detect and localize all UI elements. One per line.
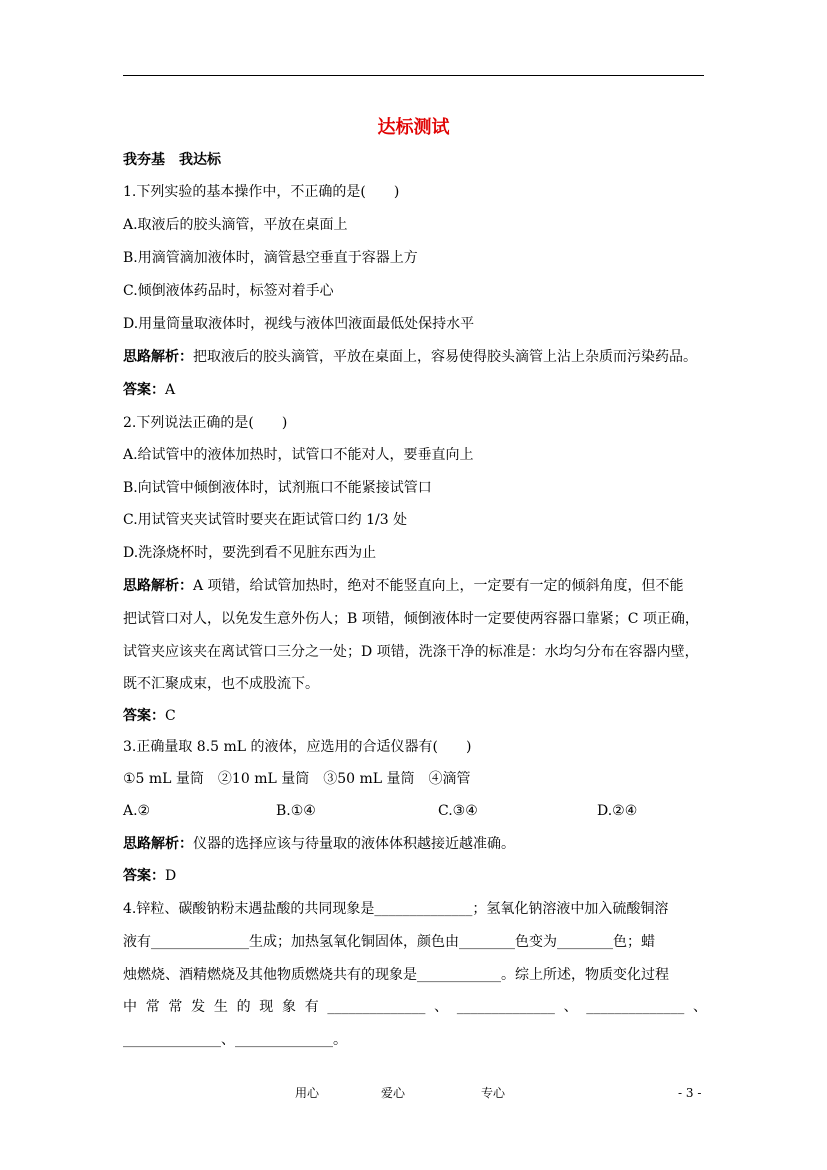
q3-items: ①5 mL 量筒 ②10 mL 量筒 ③50 mL 量筒 ④滴管 xyxy=(123,771,471,787)
q1-analysis-label: 思路解析： xyxy=(123,349,193,365)
q1-option-c: C.倾倒液体药品时，标签对着手心 xyxy=(123,283,334,299)
footer-word-2: 爱心 xyxy=(381,1086,406,1100)
q4-line-2: 液有______________生成；加热氢氧化铜固体，颜色由________色变为________色；蜡 xyxy=(123,934,655,950)
q2-analysis-text-1: A 项错，给试管加热时，绝对不能竖直向上，一定要有一定的倾斜角度，但不能 xyxy=(193,578,684,594)
q1-analysis-text: 把取液后的胶头滴管，平放在桌面上，容易使得胶头滴管上沾上杂质而污染药品。 xyxy=(193,349,697,365)
q2-option-c: C.用试管夹夹试管时要夹在距试管口约 1/3 处 xyxy=(123,512,408,528)
q4-line-4: 中常常发生的现象有______________、______________、______________、 xyxy=(123,999,707,1015)
q3-analysis xyxy=(123,834,707,854)
q4-line-1: 4.锌粒、碳酸钠粉末遇盐酸的共同现象是______________；氢氧化钠溶液中加入硫酸铜溶 xyxy=(123,901,669,917)
q2-answer xyxy=(123,706,707,726)
q2-stem: 2.下列说法正确的是( ) xyxy=(123,415,288,431)
q2-analysis-line-3: 试管夹应该夹在离试管口三分之一处；D 项错，洗涤干净的标准是：水均匀分布在容器内壁， xyxy=(123,644,699,660)
footer-word-1: 用心 xyxy=(295,1086,320,1100)
q3-option-c: C.③④ xyxy=(438,803,478,819)
q2-analysis-line-4: 既不汇聚成束，也不成股流下。 xyxy=(123,676,319,692)
q3-stem: 3.正确量取 8.5 mL 的液体，应选用的合适仪器有( ) xyxy=(123,739,472,755)
q1-answer-label: 答案： xyxy=(123,382,165,398)
q3-analysis-label: 思路解析： xyxy=(123,836,193,852)
q1-answer-value: A xyxy=(165,382,176,398)
q2-answer-value: C xyxy=(165,708,176,724)
q1-stem: 1.下列实验的基本操作中，不正确的是( ) xyxy=(123,184,400,200)
header-rule xyxy=(123,75,704,76)
footer-word-3: 专心 xyxy=(481,1086,506,1100)
q1-option-b: B.用滴管滴加液体时，滴管悬空垂直于容器上方 xyxy=(123,250,418,266)
q2-answer-label: 答案： xyxy=(123,708,165,724)
q3-option-d: D.②④ xyxy=(597,803,638,819)
q2-analysis-line-1 xyxy=(123,576,707,596)
q3-answer-value: D xyxy=(165,868,177,884)
q4-line-3: 烛燃烧、酒精燃烧及其他物质燃烧共有的现象是____________。综上所述，物质变化过程 xyxy=(123,967,669,983)
q3-analysis-text: 仪器的选择应该与待量取的液体体积越接近越准确。 xyxy=(193,836,515,852)
q3-answer xyxy=(123,866,707,886)
q1-option-a: A.取液后的胶头滴管，平放在桌面上 xyxy=(123,217,348,233)
section-heading: 我夯基 我达标 xyxy=(123,152,221,168)
q3-option-b: B.①④ xyxy=(276,803,316,819)
q2-option-b: B.向试管中倾倒液体时，试剂瓶口不能紧接试管口 xyxy=(123,480,432,496)
q2-analysis-line-2: 把试管口对人，以免发生意外伤人；B 项错，倾倒液体时一定要使两容器口靠紧；C 项正确， xyxy=(123,611,699,627)
q1-answer xyxy=(123,380,707,400)
q1-option-d: D.用量筒量取液体时，视线与液体凹液面最低处保持水平 xyxy=(123,316,475,332)
q2-option-a: A.给试管中的液体加热时，试管口不能对人，要垂直向上 xyxy=(123,447,474,463)
q2-option-d: D.洗涤烧杯时，要洗到看不见脏东西为止 xyxy=(123,545,377,561)
q3-option-a: A.② xyxy=(123,803,151,819)
q2-analysis-label: 思路解析： xyxy=(123,578,193,594)
q1-analysis xyxy=(123,347,707,367)
page-number: - 3 - xyxy=(678,1086,702,1100)
page-title: 达标测试 xyxy=(377,117,450,138)
q4-line-5: ______________、______________。 xyxy=(123,1032,347,1048)
q3-answer-label: 答案： xyxy=(123,868,165,884)
